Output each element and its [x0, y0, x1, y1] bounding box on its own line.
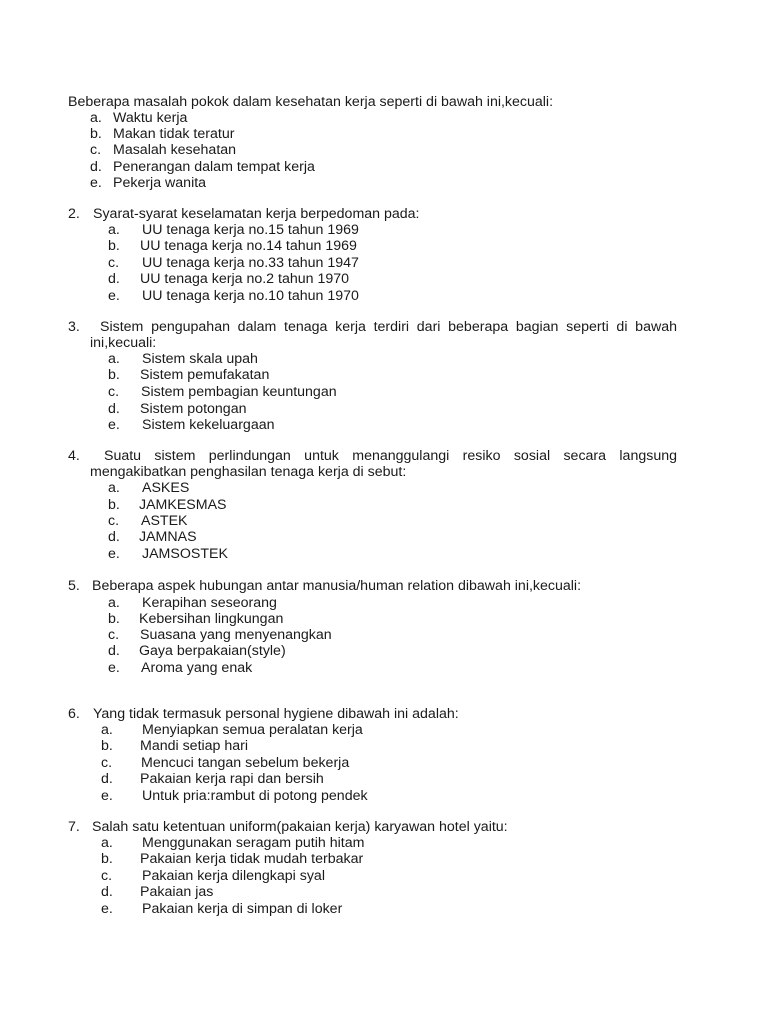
option-text: Pekerja wanita [113, 175, 207, 191]
option-text: Pakaian kerja di simpan di loker [142, 901, 343, 917]
option-letter: d. [90, 159, 102, 175]
question-number: 4. [68, 448, 80, 464]
option-text: Sistem skala upah [142, 351, 258, 367]
option-text: JAMNAS [139, 529, 197, 545]
option-letter: a. [108, 480, 120, 496]
option-letter: c. [101, 755, 113, 771]
option-letter: a. [101, 835, 113, 851]
question-3-text-line1: Sistem pengupahan dalam tenaga kerja terdiri dari beberapa bagian seperti di bawah [100, 319, 677, 335]
option-text: Suasana yang menyenangkan [140, 627, 332, 643]
option-text: Sistem pembagian keuntungan [141, 384, 337, 400]
option-text: Untuk pria:rambut di potong pendek [142, 788, 368, 804]
question-7-text: Salah satu ketentuan uniform(pakaian kerja) karyawan hotel yaitu: [92, 819, 508, 835]
option-letter: d. [101, 771, 113, 787]
option-text: Menggunakan seragam putih hitam [142, 835, 365, 851]
option-text: Sistem potongan [140, 401, 247, 417]
question-1-text: Beberapa masalah pokok dalam kesehatan kerja seperti di bawah ini,kecuali: [68, 94, 554, 110]
option-text: UU tenaga kerja no.10 tahun 1970 [142, 288, 359, 304]
option-letter: e. [108, 417, 120, 433]
question-number: 3. [68, 319, 80, 335]
option-letter: c. [108, 384, 120, 400]
option-text: UU tenaga kerja no.15 tahun 1969 [142, 222, 359, 238]
option-text: UU tenaga kerja no.14 tahun 1969 [140, 238, 357, 254]
option-letter: d. [108, 401, 120, 417]
option-letter: c. [90, 142, 102, 158]
option-letter: a. [108, 222, 120, 238]
option-text: Aroma yang enak [141, 660, 253, 676]
option-text: Masalah kesehatan [113, 142, 237, 158]
question-6-text: Yang tidak termasuk personal hygiene dibawah ini adalah: [93, 706, 459, 722]
option-letter: e. [108, 546, 120, 562]
question-number: 2. [68, 206, 80, 222]
option-letter: a. [108, 595, 120, 611]
option-letter: b. [101, 851, 113, 867]
option-letter: b. [108, 238, 120, 254]
option-text: ASTEK [141, 513, 188, 529]
option-text: Gaya berpakaian(style) [139, 643, 286, 659]
option-letter: e. [101, 901, 113, 917]
option-text: Sistem pemufakatan [140, 367, 270, 383]
option-letter: c. [108, 627, 120, 643]
question-3-text-line2: ini,kecuali: [90, 335, 157, 351]
option-letter: a. [101, 722, 113, 738]
option-text: Sistem kekeluargaan [142, 417, 275, 433]
option-letter: c. [108, 255, 120, 271]
question-5-text: Beberapa aspek hubungan antar manusia/human relation dibawah ini,kecuali: [92, 578, 582, 594]
option-letter: e. [90, 175, 102, 191]
option-letter: b. [108, 367, 120, 383]
option-letter: b. [108, 611, 120, 627]
option-letter: c. [108, 513, 120, 529]
option-text: ASKES [142, 480, 190, 496]
option-letter: a. [90, 110, 102, 126]
option-text: UU tenaga kerja no.2 tahun 1970 [140, 271, 350, 287]
option-text: JAMSOSTEK [142, 546, 228, 562]
option-text: UU tenaga kerja no.33 tahun 1947 [142, 255, 359, 271]
question-2-text: Syarat-syarat keselamatan kerja berpedoman pada: [93, 206, 420, 222]
option-text: Pakaian kerja rapi dan bersih [140, 771, 324, 787]
option-letter: d. [108, 529, 120, 545]
option-text: Kebersihan lingkungan [139, 611, 284, 627]
option-text: Penerangan dalam tempat kerja [113, 159, 315, 175]
question-number: 6. [68, 706, 80, 722]
option-text: Kerapihan seseorang [142, 595, 277, 611]
option-letter: e. [101, 788, 113, 804]
question-4-text-line1: Suatu sistem perlindungan untuk menanggulangi resiko sosial secara langsung [104, 448, 677, 464]
option-letter: b. [90, 126, 102, 142]
option-letter: c. [101, 868, 113, 884]
option-letter: d. [101, 884, 113, 900]
option-letter: e. [108, 288, 120, 304]
option-text: Mandi setiap hari [140, 738, 249, 754]
option-letter: d. [108, 643, 120, 659]
option-text: Pakaian kerja dilengkapi syal [142, 868, 325, 884]
option-text: Menyiapkan semua peralatan kerja [142, 722, 363, 738]
question-number: 7. [68, 819, 80, 835]
option-letter: b. [101, 738, 113, 754]
option-letter: a. [108, 351, 120, 367]
option-text: Pakaian kerja tidak mudah terbakar [140, 851, 364, 867]
option-text: Makan tidak teratur [113, 126, 235, 142]
option-letter: e. [108, 660, 120, 676]
question-number: 5. [68, 578, 80, 594]
option-letter: d. [108, 271, 120, 287]
option-text: JAMKESMAS [139, 497, 227, 513]
question-4-text-line2: mengakibatkan penghasilan tenaga kerja di sebut: [90, 464, 407, 480]
option-letter: b. [108, 497, 120, 513]
option-text: Mencuci tangan sebelum bekerja [141, 755, 350, 771]
option-text: Waktu kerja [113, 110, 188, 126]
option-text: Pakaian jas [140, 884, 214, 900]
